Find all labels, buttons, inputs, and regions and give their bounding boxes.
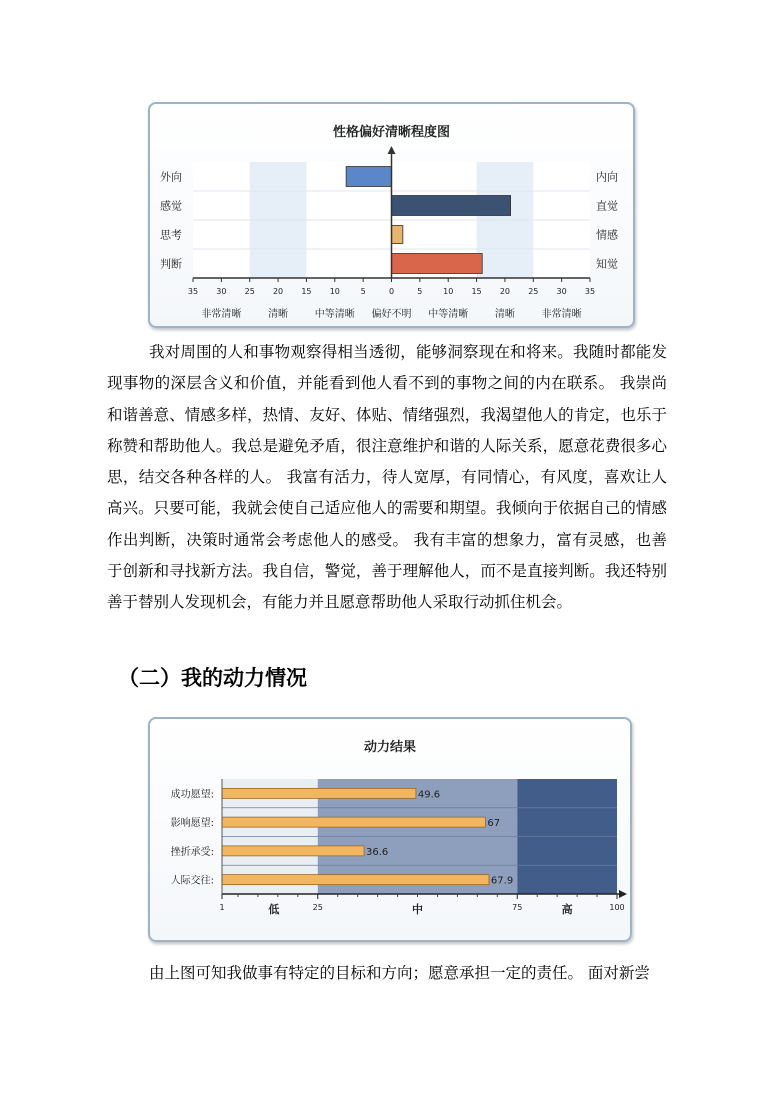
zone-label: 高 [561, 903, 573, 916]
motivation-chart-svg [150, 719, 630, 940]
bar-1 [392, 196, 511, 216]
band-label: 清晰 [268, 309, 289, 320]
category-label: 人际交往: [170, 875, 214, 887]
band-label: 非常清晰 [201, 309, 242, 320]
x-tick-label: 0 [388, 287, 395, 296]
right-label: 知觉 [596, 257, 618, 271]
x-tick-label: 1 [219, 903, 225, 912]
motivation-result-chart [148, 717, 632, 942]
motivation-description-paragraph: 由上图可知我做事有特定的目标和方向；愿意承担一定的责任。 面对新尝 [149, 964, 650, 982]
x-tick-label: 15 [301, 287, 312, 296]
x-tick-label: 15 [471, 287, 482, 296]
left-label: 外向 [160, 170, 182, 184]
band-label: 清晰 [494, 309, 515, 320]
right-label: 内向 [596, 170, 618, 184]
band-label: 中等清晰 [314, 309, 355, 320]
zone-label: 低 [268, 903, 280, 916]
left-label: 思考 [160, 228, 182, 242]
x-tick-label: 5 [417, 287, 423, 296]
bar-1 [222, 817, 485, 827]
section-heading: （二）我的动力情况 [118, 666, 307, 690]
category-label: 挫折承受: [170, 846, 214, 858]
value-label: 67 [487, 818, 501, 830]
center-axis-arrow [388, 146, 396, 154]
band-label: 偏好不明 [371, 309, 412, 320]
value-label: 67.9 [490, 875, 514, 887]
value-label: 49.6 [417, 789, 441, 801]
bar-3 [222, 875, 489, 885]
category-label: 影响愿望: [170, 818, 214, 830]
x-tick-label: 20 [272, 287, 284, 296]
x-tick-label: 25 [312, 903, 323, 912]
personality-chart-svg [150, 104, 633, 326]
bar-0 [346, 167, 391, 187]
value-label: 36.6 [366, 846, 389, 858]
bar-3 [392, 254, 483, 274]
x-tick-label: 75 [512, 903, 523, 912]
x-axis-arrow [619, 890, 627, 898]
zone-label: 中 [412, 903, 424, 916]
bar-2 [222, 846, 364, 856]
bar-2 [392, 226, 403, 244]
x-tick-label: 10 [443, 287, 454, 296]
category-label: 成功愿望: [170, 789, 214, 801]
personality-preference-chart [148, 102, 635, 328]
chart-title: 性格偏好清晰程度图 [332, 125, 451, 140]
x-tick-label: 30 [216, 287, 227, 296]
band-label: 中等清晰 [428, 309, 469, 320]
personality-description-paragraph: 我对周围的人和事物观察得相当透彻，能够洞察现在和将来。我随时都能发现事物的深层含义和价值，并能看到他人看不到的事物之间的内在联系。 我崇尚和谐善意、情感多样，热情、友好、体贴、情绪强烈，我渴望他人的肯定，也乐于称赞和帮助他人。我总是避免矛盾，很注意维护和谐的人际关系，愿意花费很多心思，结交各种各样的人。 我富有活力，待人宽厚，有同情心，有风度，喜欢让人高兴。只要可能，我就会使自己适应他人的需要和期望。我倾向于依据自己的情感作出判断，决策时通常会考虑他人的感受。 我有丰富的想象力，富有灵感，也善于创新和寻找新方法。我自信，警觉，善于理解他人，而不是直接判断。我还特别善于替别人发现机会，有能力并且愿意帮助他人采取行动抓住机会。 [107, 343, 667, 612]
right-label: 情感 [596, 228, 618, 242]
bar-0 [222, 788, 416, 798]
x-tick-label: 35 [584, 287, 596, 296]
x-tick-label: 5 [360, 287, 366, 296]
band-label: 非常清晰 [541, 309, 582, 320]
x-tick-label: 100 [609, 903, 625, 912]
x-tick-label: 25 [244, 287, 255, 296]
x-tick-label: 25 [528, 287, 539, 296]
chart-title: 动力结果 [363, 740, 417, 755]
left-label: 感觉 [160, 199, 182, 213]
x-tick-label: 35 [187, 287, 199, 296]
x-tick-label: 20 [499, 287, 511, 296]
x-tick-label: 30 [556, 287, 567, 296]
right-label: 直觉 [596, 199, 618, 213]
left-label: 判断 [160, 257, 182, 271]
x-tick-label: 10 [329, 287, 340, 296]
